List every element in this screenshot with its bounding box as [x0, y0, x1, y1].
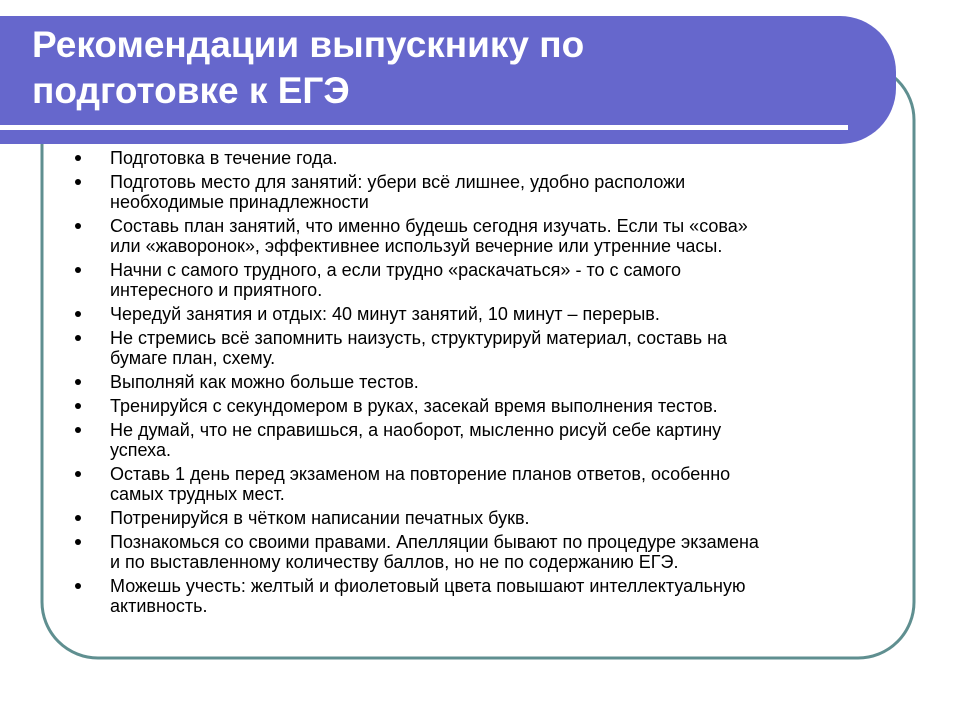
bullet-icon: [75, 539, 81, 545]
list-item: [74, 372, 889, 392]
bullet-icon: [75, 583, 81, 589]
list-item: [74, 464, 889, 504]
list-item: [74, 172, 889, 212]
list-item: [74, 260, 889, 300]
bullet-icon: [75, 267, 81, 273]
bullet-text: Подготовка в течение года.: [110, 148, 338, 168]
bullet-icon: [75, 311, 81, 317]
list-item: [74, 328, 889, 368]
bullet-icon: [75, 515, 81, 521]
title-line-2: подготовке к ЕГЭ: [32, 70, 350, 111]
bullet-text: Не думай, что не справишься, а наоборот, мысленно рисуй себе картину успеха.: [110, 420, 722, 460]
bullet-icon: [75, 427, 81, 433]
bullet-text: Подготовь место для занятий: убери всё лишнее, удобно расположи необходимые принадлежности: [110, 172, 686, 212]
bullet-icon: [75, 471, 81, 477]
bullet-text: Составь план занятий, что именно будешь сегодня изучать. Если ты «сова» или «жаворонок», эффективнее используй вечерние или утренние часы.: [110, 216, 748, 256]
bullet-list: [74, 148, 889, 620]
list-item: [74, 576, 889, 616]
list-item: [74, 532, 889, 572]
list-item: [74, 396, 889, 416]
list-item: [74, 420, 889, 460]
bullet-text: Потренируйся в чётком написании печатных букв.: [110, 508, 530, 528]
bullet-text: Не стремись всё запомнить наизусть, структурируй материал, составь на бумаге план, схему.: [110, 328, 728, 368]
bullet-icon: [75, 179, 81, 185]
bullet-text: Начни с самого трудного, а если трудно «раскачаться» - то с самого интересного и приятного.: [110, 260, 682, 300]
bullet-text: Тренируйся с секундомером в руках, засекай время выполнения тестов.: [110, 396, 718, 416]
bullet-text: Чередуй занятия и отдых: 40 минут занятий, 10 минут – перерыв.: [110, 304, 660, 324]
title-underline: [0, 125, 848, 130]
bullet-icon: [75, 223, 81, 229]
bullet-text: Познакомься со своими правами. Апелляции бывают по процедуре экзамена и по выставленному количеству баллов, но не по содержанию ЕГЭ.: [110, 532, 759, 572]
list-item: [74, 148, 889, 168]
bullet-icon: [75, 379, 81, 385]
title-line-1: Рекомендации выпускнику по: [32, 24, 585, 65]
bullet-icon: [75, 403, 81, 409]
bullet-text: Оставь 1 день перед экзаменом на повторение планов ответов, особенно самых трудных мест.: [110, 464, 731, 504]
bullet-icon: [75, 155, 81, 161]
slide-title: [32, 22, 872, 114]
bullet-text: Выполняй как можно больше тестов.: [110, 372, 419, 392]
list-item: [74, 508, 889, 528]
bullet-text: Можешь учесть: желтый и фиолетовый цвета повышают интеллектуальную активность.: [110, 576, 746, 616]
list-item: [74, 216, 889, 256]
list-item: [74, 304, 889, 324]
bullet-icon: [75, 335, 81, 341]
